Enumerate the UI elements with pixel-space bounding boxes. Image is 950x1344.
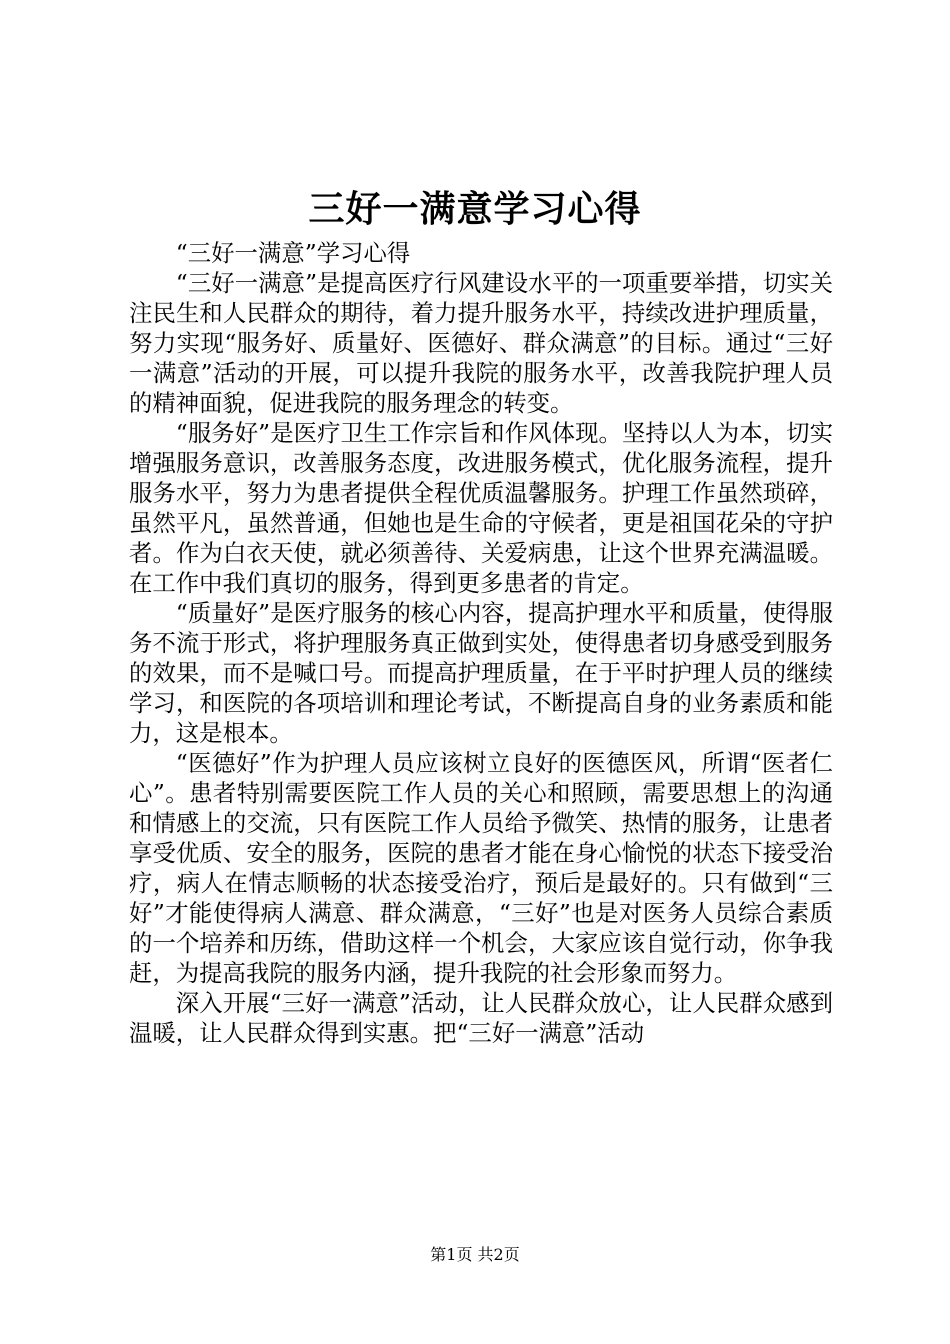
page-footer: 第1页 共2页 [430,1245,520,1264]
paragraph-quality: “质量好”是医疗服务的核心内容，提高护理水平和质量，使得服务不流于形式，将护理服务真正做到实处，使得患者切身感受到服务的效果，而不是喊口号。而提高护理质量，在于平时护理人员的继续学习，和医院的各项培训和理论考试，不断提高自身的业务素质和能力，这是根本。 [129,599,833,747]
paragraph-intro: “三好一满意”是提高医疗行风建设水平的一项重要举措，切实关注民生和人民群众的期待，着力提升服务水平，持续改进护理质量，努力实现“服务好、质量好、医德好、群众满意”的目标。通过“三好一满意”活动的开展，可以提升我院的服务水平，改善我院护理人员的精神面貌，促进我院的服务理念的转变。 [129,269,833,417]
document-title: 三好一满意学习心得 [308,188,642,230]
paragraph-subtitle: “三好一满意”学习心得 [175,239,411,267]
paragraph-service: “服务好”是医疗卫生工作宗旨和作风体现。坚持以人为本，切实增强服务意识，改善服务态度，改进服务模式，优化服务流程，提升服务水平，努力为患者提供全程优质温馨服务。护理工作虽然琐碎，虽然平凡，虽然普通，但她也是生命的守候者，更是祖国花朵的守护者。作为白衣天使，就必须善待、关爱病患，让这个世界充满温暖。在工作中我们真切的服务，得到更多患者的肯定。 [129,419,833,597]
document-body [129,238,833,1048]
paragraph-ethics: “医德好”作为护理人员应该树立良好的医德医风，所谓“医者仁心”。患者特别需要医院工作人员的关心和照顾，需要思想上的沟通和情感上的交流，只有医院工作人员给予微笑、热情的服务，让患者享受优质、安全的服务，医院的患者才能在身心愉悦的状态下接受治疗，病人在情志顺畅的状态接受治疗，预后是最好的。只有做到“三好”才能使得病人满意、群众满意，“三好”也是对医务人员综合素质的一个培养和历练，借助这样一个机会，大家应该自觉行动，你争我赶，为提高我院的服务内涵，提升我院的社会形象而努力。 [129,749,833,987]
paragraph-conclusion: 深入开展“三好一满意”活动，让人民群众放心，让人民群众感到温暖，让人民群众得到实惠。把“三好一满意”活动 [129,989,833,1047]
